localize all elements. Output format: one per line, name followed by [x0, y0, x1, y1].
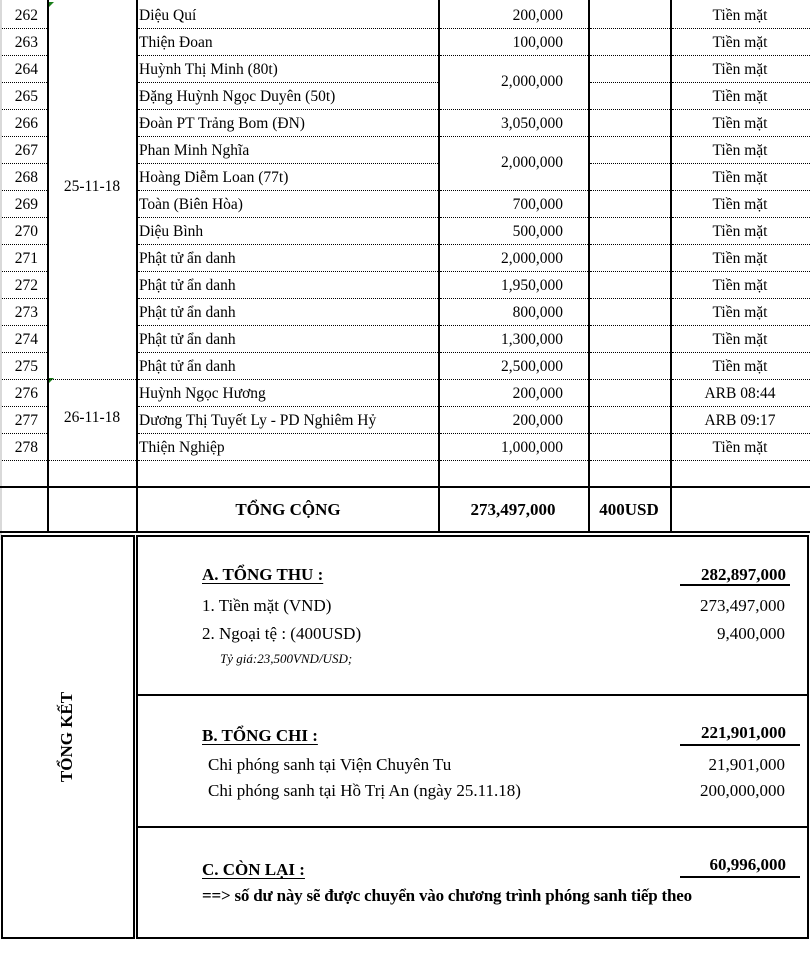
- row-separator: [672, 163, 810, 164]
- ledger-row: [0, 434, 810, 461]
- row-separator: [138, 163, 438, 164]
- row-separator: [590, 379, 670, 380]
- income-foreign-value: 9,400,000: [717, 624, 785, 643]
- row-separator: [590, 244, 670, 245]
- payment-method: Tiền mặt: [712, 34, 768, 51]
- row-separator: [590, 109, 670, 110]
- donation-amount: 2,500,000: [501, 358, 563, 375]
- donation-amount: 200,000: [512, 385, 563, 402]
- row-separator: [590, 217, 670, 218]
- total-row-border: [0, 486, 810, 488]
- donation-amount: 2,000,000: [501, 250, 563, 267]
- row-separator: [440, 298, 588, 299]
- row-separator: [672, 298, 810, 299]
- row-separator: [672, 190, 810, 191]
- row-separator: [440, 433, 588, 434]
- donor-name: Huỳnh Ngọc Hương: [139, 385, 266, 402]
- row-separator: [672, 406, 810, 407]
- donor-name: Phật tử ẩn danh: [139, 331, 236, 348]
- grand-total-usd: 400USD: [599, 500, 659, 519]
- payment-method: Tiền mặt: [712, 223, 768, 240]
- payment-method: Tiền mặt: [712, 196, 768, 213]
- ledger-row: [0, 56, 810, 83]
- date-cell-25-11-18: 25-11-18: [63, 178, 121, 195]
- donation-amount: 500,000: [512, 223, 563, 240]
- row-separator: [138, 190, 438, 191]
- row-separator: [590, 55, 670, 56]
- expense-total-underline: [680, 744, 800, 746]
- row-separator: [2, 298, 47, 299]
- row-separator: [672, 325, 810, 326]
- donation-amount: 3,050,000: [501, 115, 563, 132]
- row-separator: [2, 352, 47, 353]
- donor-name: Phật tử ẩn danh: [139, 277, 236, 294]
- row-separator: [2, 379, 47, 380]
- expense-item-value: 21,901,000: [708, 755, 785, 774]
- merged-amount-267-268: 2,000,000: [501, 154, 563, 171]
- row-separator: [2, 271, 47, 272]
- ledger-row: [0, 299, 810, 326]
- donor-name: Thiện Đoan: [139, 34, 213, 51]
- row-separator: [590, 460, 670, 461]
- row-separator: [590, 163, 670, 164]
- date-group-separator: [48, 460, 136, 461]
- column-border: [670, 0, 672, 533]
- row-separator: [440, 271, 588, 272]
- row-separator: [440, 352, 588, 353]
- payment-method: Tiền mặt: [712, 88, 768, 105]
- row-separator: [138, 271, 438, 272]
- row-number: 263: [14, 34, 38, 51]
- row-separator: [2, 190, 47, 191]
- row-separator: [138, 298, 438, 299]
- payment-method: Tiền mặt: [712, 331, 768, 348]
- donation-amount: 200,000: [512, 412, 563, 429]
- row-separator: [138, 325, 438, 326]
- income-cash-label: 1. Tiền mặt (VND): [202, 596, 332, 615]
- donor-name: Thiện Nghiệp: [139, 439, 225, 456]
- donor-name: Hoàng Diễm Loan (77t): [139, 169, 289, 186]
- ledger-row: [0, 272, 810, 299]
- row-separator: [672, 28, 810, 29]
- donor-name: Huỳnh Thị Minh (80t): [139, 61, 278, 78]
- row-separator: [138, 244, 438, 245]
- ledger-row: [0, 110, 810, 137]
- row-number: 265: [14, 88, 38, 105]
- column-border: [47, 0, 49, 533]
- row-separator: [2, 28, 47, 29]
- row-separator: [440, 379, 588, 380]
- row-number: 270: [14, 223, 38, 240]
- donor-name: Đoàn PT Trảng Bom (ĐN): [139, 115, 305, 132]
- payment-method: Tiền mặt: [712, 7, 768, 24]
- row-separator: [440, 244, 588, 245]
- income-foreign-label: 2. Ngoại tệ : (400USD): [202, 624, 362, 643]
- expense-item-value: 200,000,000: [700, 781, 785, 800]
- row-separator: [138, 82, 438, 83]
- row-separator: [138, 109, 438, 110]
- row-separator: [2, 136, 47, 137]
- row-number: 272: [14, 277, 38, 294]
- row-separator: [672, 109, 810, 110]
- payment-method: Tiền mặt: [712, 115, 768, 132]
- donor-name: Toàn (Biên Hòa): [139, 196, 243, 213]
- total-row-border: [0, 531, 810, 533]
- row-separator: [2, 433, 47, 434]
- payment-method: Tiền mặt: [712, 439, 768, 456]
- ledger-row: [0, 380, 810, 407]
- row-number: 274: [14, 331, 38, 348]
- ledger-row: [0, 29, 810, 56]
- row-separator: [2, 325, 47, 326]
- row-separator: [138, 28, 438, 29]
- row-separator: [672, 352, 810, 353]
- ledger-row: [0, 137, 810, 164]
- balance-note: ==> số dư này sẽ được chuyển vào chương trình phóng sanh tiếp theo: [202, 886, 692, 905]
- row-separator: [672, 55, 810, 56]
- exchange-rate-note: Tỷ giá:23,500VND/USD;: [220, 651, 353, 666]
- row-separator: [440, 136, 588, 137]
- ledger-row: [0, 353, 810, 380]
- expense-heading: B. TỔNG CHI :: [202, 726, 318, 745]
- merged-amount-264-265: 2,000,000: [501, 73, 563, 90]
- donation-amount: 200,000: [512, 7, 563, 24]
- donor-name: Đặng Huỳnh Ngọc Duyên (50t): [139, 88, 336, 105]
- ledger-row: [0, 83, 810, 110]
- row-separator: [2, 109, 47, 110]
- row-separator: [2, 55, 47, 56]
- donor-name: Phật tử ẩn danh: [139, 358, 236, 375]
- row-number: 269: [14, 196, 38, 213]
- row-separator: [2, 82, 47, 83]
- row-separator: [672, 271, 810, 272]
- row-separator: [590, 136, 670, 137]
- row-separator: [440, 28, 588, 29]
- donor-name: Dương Thị Tuyết Ly - PD Nghiêm Hỷ: [139, 412, 377, 429]
- row-number: 267: [14, 142, 38, 159]
- row-number: 278: [14, 439, 38, 456]
- row-separator: [138, 217, 438, 218]
- balance-total: 60,996,000: [709, 855, 786, 874]
- donation-amount: 1,000,000: [501, 439, 563, 456]
- donation-amount: 700,000: [512, 196, 563, 213]
- row-separator: [138, 352, 438, 353]
- row-separator: [590, 325, 670, 326]
- row-separator: [138, 460, 438, 461]
- row-number: 271: [14, 250, 38, 267]
- row-number: 264: [14, 61, 38, 78]
- row-separator: [672, 82, 810, 83]
- donation-amount: 800,000: [512, 304, 563, 321]
- row-number: 273: [14, 304, 38, 321]
- row-separator: [440, 460, 588, 461]
- row-separator: [138, 433, 438, 434]
- row-separator: [672, 217, 810, 218]
- row-separator: [2, 163, 47, 164]
- row-separator: [590, 406, 670, 407]
- column-border: [136, 0, 138, 533]
- balance-heading: C. CÒN LẠI :: [202, 860, 305, 879]
- income-heading: A. TỔNG THU :: [202, 565, 324, 584]
- row-separator: [672, 379, 810, 380]
- expense-total: 221,901,000: [701, 723, 786, 742]
- ledger-row: [0, 245, 810, 272]
- row-number: 276: [14, 385, 38, 402]
- ledger-row: [0, 2, 810, 29]
- grand-total-label: TỔNG CỘNG: [235, 500, 341, 519]
- row-separator: [138, 55, 438, 56]
- row-separator: [590, 28, 670, 29]
- expense-item-label: Chi phóng sanh tại Viện Chuyên Tu: [208, 755, 452, 774]
- donation-amount: 100,000: [512, 34, 563, 51]
- row-number: 268: [14, 169, 38, 186]
- row-separator: [590, 298, 670, 299]
- row-separator: [2, 217, 47, 218]
- income-total: 282,897,000: [701, 565, 786, 584]
- row-separator: [138, 406, 438, 407]
- donor-name: Phật tử ẩn danh: [139, 250, 236, 267]
- row-separator: [590, 352, 670, 353]
- row-separator: [672, 433, 810, 434]
- row-separator: [138, 136, 438, 137]
- row-number: 275: [14, 358, 38, 375]
- payment-method: Tiền mặt: [712, 142, 768, 159]
- row-separator: [590, 271, 670, 272]
- row-separator: [440, 55, 588, 56]
- row-separator: [138, 379, 438, 380]
- donation-amount: 1,300,000: [501, 331, 563, 348]
- row-separator: [672, 244, 810, 245]
- payment-method: Tiền mặt: [712, 358, 768, 375]
- donor-name: Diệu Quí: [139, 7, 197, 24]
- column-border: [588, 0, 590, 533]
- row-separator: [672, 136, 810, 137]
- expense-item-label: Chi phóng sanh tại Hồ Trị An (ngày 25.11.18): [208, 781, 521, 800]
- donor-name: Phật tử ẩn danh: [139, 304, 236, 321]
- income-total-underline: [680, 584, 790, 586]
- row-separator: [590, 433, 670, 434]
- grand-total-vnd: 273,497,000: [470, 500, 556, 519]
- payment-method: ARB 08:44: [704, 385, 776, 402]
- row-separator: [440, 109, 588, 110]
- row-separator: [440, 217, 588, 218]
- column-border: [438, 0, 440, 533]
- ledger-row: [0, 218, 810, 245]
- row-number: 277: [14, 412, 38, 429]
- row-separator: [672, 460, 810, 461]
- payment-method: Tiền mặt: [712, 61, 768, 78]
- summary-divider: [136, 694, 809, 696]
- payment-method: ARB 09:17: [704, 412, 776, 429]
- income-cash-value: 273,497,000: [700, 596, 785, 615]
- date-cell-26-11-18: 26-11-18: [63, 409, 121, 426]
- row-separator: [2, 406, 47, 407]
- payment-method: Tiền mặt: [712, 277, 768, 294]
- donor-name: Phan Minh Nghĩa: [139, 142, 250, 159]
- payment-method: Tiền mặt: [712, 169, 768, 186]
- summary-title: TỔNG KẾT: [57, 691, 76, 783]
- row-separator: [2, 460, 47, 461]
- date-group-separator: [48, 379, 136, 380]
- row-number: 266: [14, 115, 38, 132]
- row-separator: [440, 325, 588, 326]
- row-separator: [590, 82, 670, 83]
- balance-total-underline: [680, 876, 800, 878]
- row-separator: [440, 406, 588, 407]
- ledger-row: [0, 326, 810, 353]
- payment-method: Tiền mặt: [712, 304, 768, 321]
- summary-divider: [136, 826, 809, 828]
- payment-method: Tiền mặt: [712, 250, 768, 267]
- row-number: 262: [14, 7, 38, 24]
- row-separator: [2, 244, 47, 245]
- row-separator: [590, 190, 670, 191]
- donor-name: Diệu Bình: [139, 223, 204, 240]
- row-separator: [440, 190, 588, 191]
- donation-amount: 1,950,000: [501, 277, 563, 294]
